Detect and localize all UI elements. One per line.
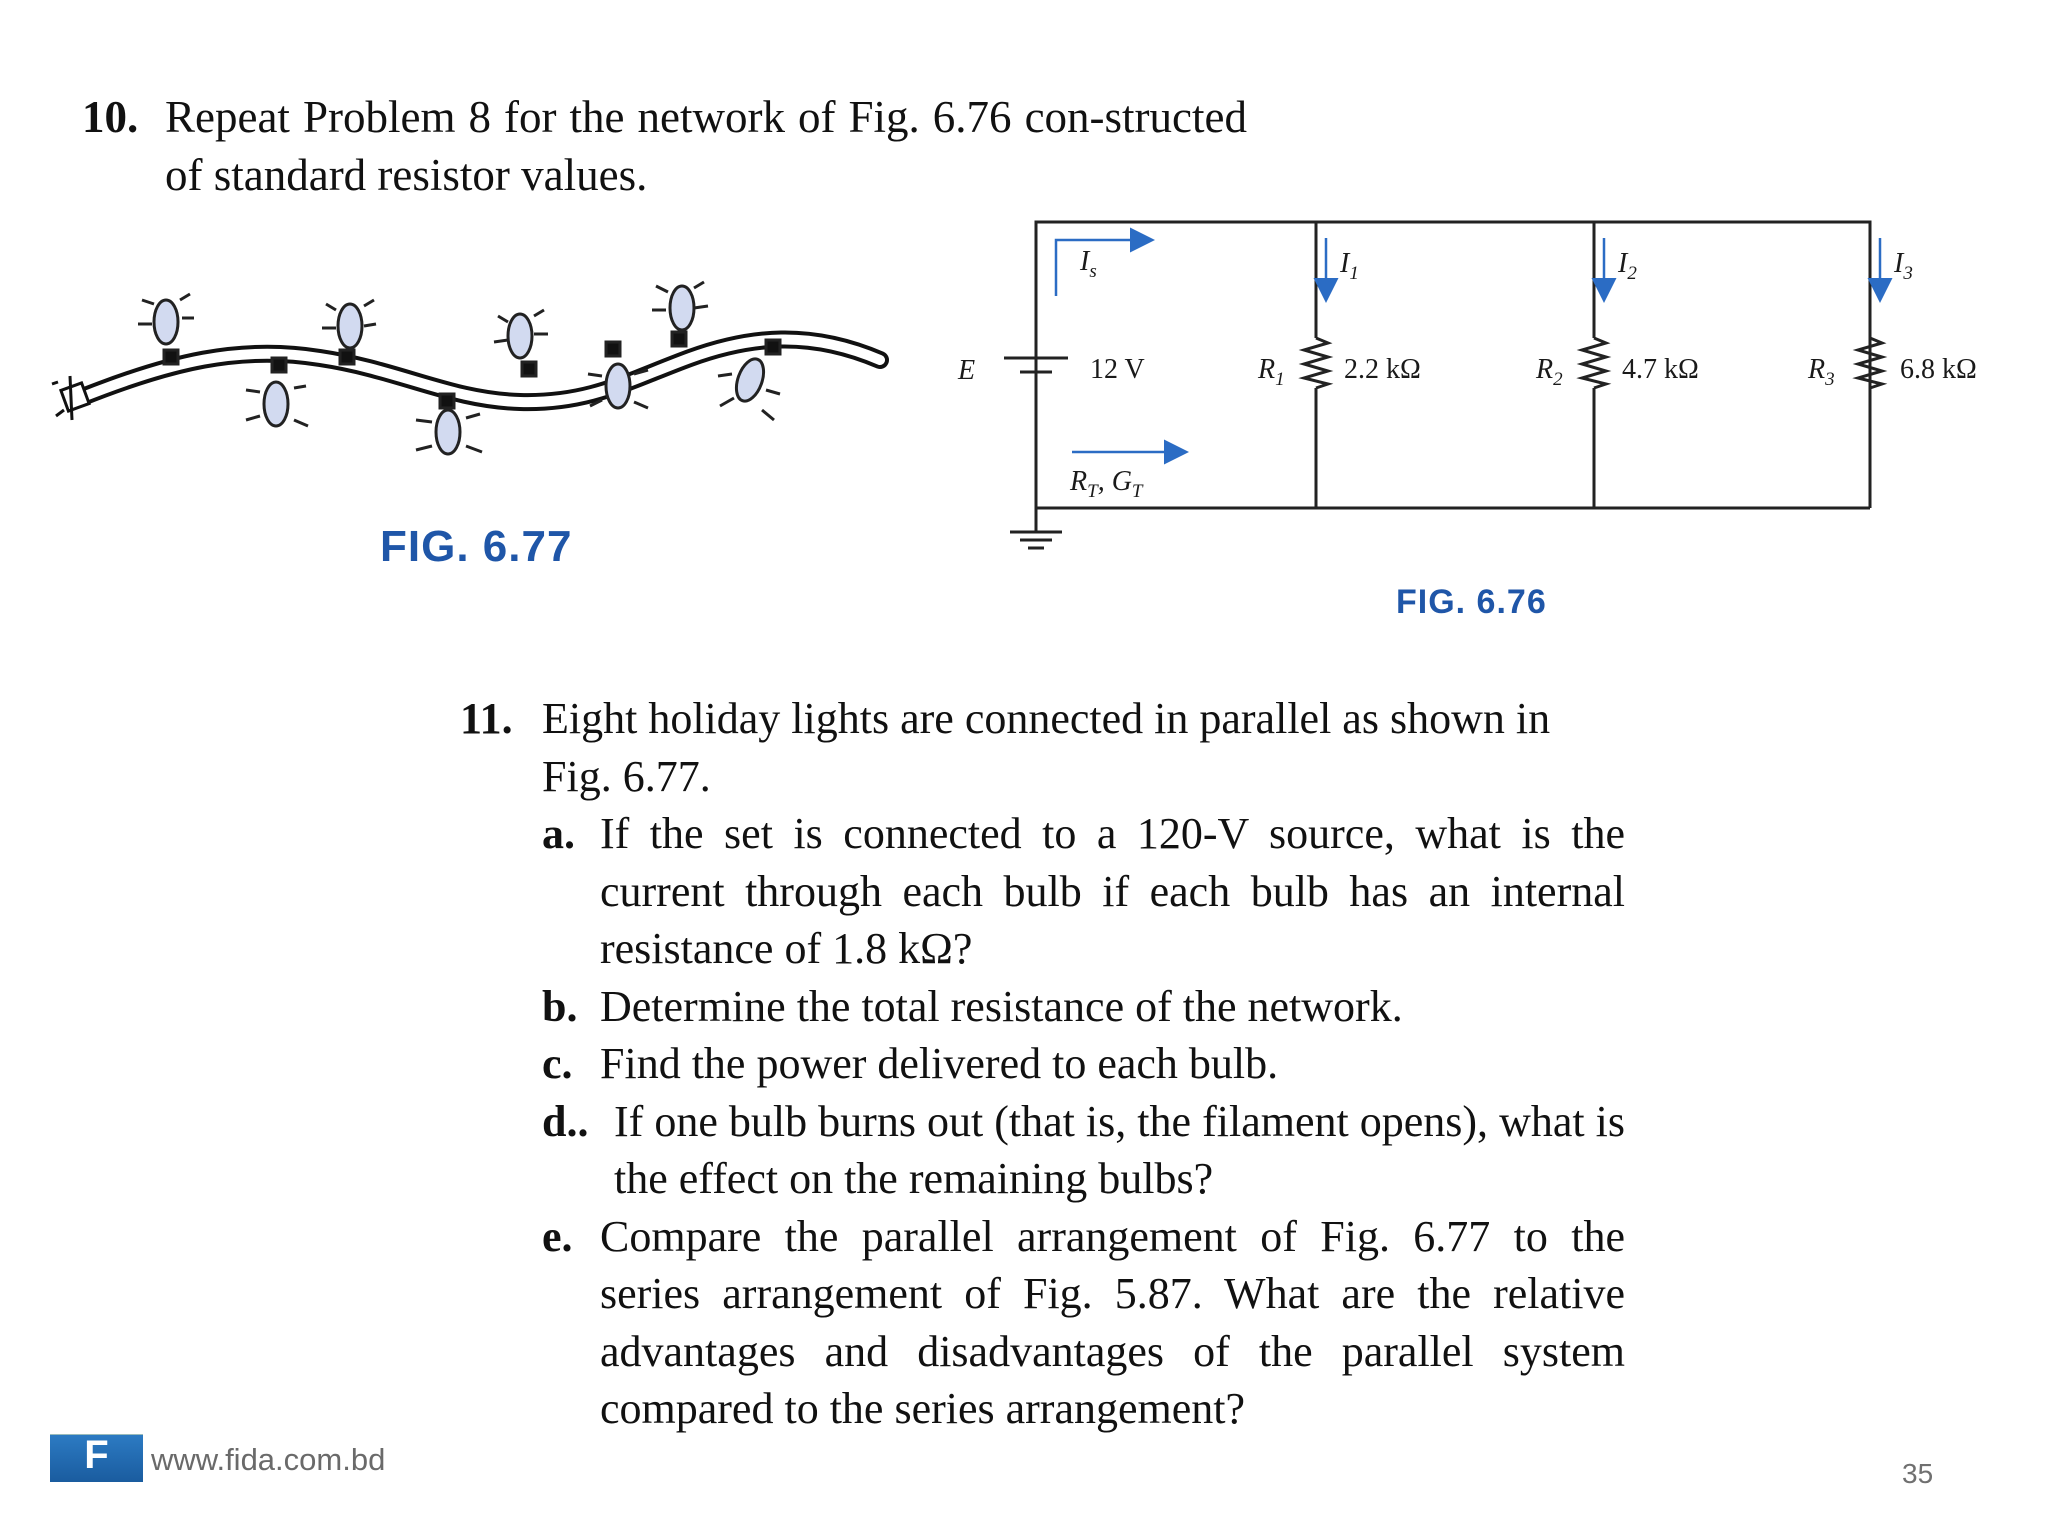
circuit-wires bbox=[1036, 222, 1870, 518]
current-2-label: $I_2$ bbox=[1618, 248, 1637, 284]
resistor-3-label: $R_3$ bbox=[1808, 354, 1835, 390]
part-label: d.. bbox=[542, 1096, 589, 1146]
part-label: c. bbox=[542, 1039, 573, 1088]
current-1-label: $I_1$ bbox=[1340, 248, 1359, 284]
is-label: $I_s$ bbox=[1080, 246, 1097, 282]
part-text: Compare the parallel arrangement of Fig. 6.77 to the series arrangement of Fig. 5.87. What are the relative advantages and disadvantages of the parallel system compared to the series arrangement? bbox=[600, 1211, 1625, 1433]
footer-url: www.fida.com.bd bbox=[151, 1442, 386, 1477]
fig-6-77-caption: FIG. 6.77 bbox=[380, 522, 573, 571]
rt-gt-label: $R_T$, $G_T$ bbox=[1070, 466, 1143, 502]
plug-icon bbox=[52, 376, 89, 420]
part-label: a. bbox=[542, 809, 575, 858]
problem-11-part-b bbox=[542, 978, 1625, 1036]
part-label: b. bbox=[542, 981, 578, 1031]
fig-6-76-caption: FIG. 6.76 bbox=[1396, 583, 1547, 621]
branch-2 bbox=[1535, 238, 1699, 390]
resistor-3-value: 6.8 kΩ bbox=[1900, 354, 1977, 385]
bulb-icon bbox=[246, 358, 308, 426]
part-text: Find the power delivered to each bulb. bbox=[600, 1039, 1279, 1088]
branch-1 bbox=[1257, 238, 1421, 390]
bulb-icon bbox=[652, 282, 708, 346]
logo-letter: F bbox=[84, 1433, 109, 1477]
problem-11-part-c bbox=[542, 1035, 1625, 1093]
problem-11-part-a bbox=[542, 805, 1625, 978]
current-3-label: $I_3$ bbox=[1894, 248, 1913, 284]
bulb-icon bbox=[138, 294, 194, 364]
problem-11-part-d bbox=[542, 1093, 1625, 1208]
part-label: e. bbox=[542, 1211, 573, 1261]
holiday-lights-figure bbox=[50, 270, 930, 490]
resistor-2-value: 4.7 kΩ bbox=[1622, 354, 1699, 385]
part-text: Determine the total resistance of the network. bbox=[600, 981, 1403, 1031]
problem-11-stem: Eight holiday lights are connected in parallel as shown in Fig. 6.77. bbox=[542, 694, 1551, 801]
resistor-1-label: $R_1$ bbox=[1258, 354, 1285, 390]
is-arrow bbox=[1056, 240, 1150, 296]
parallel-circuit-diagram bbox=[940, 210, 2020, 570]
bulb-icon bbox=[494, 310, 548, 376]
resistor-2-icon bbox=[1582, 338, 1606, 388]
part-text: If one bulb burns out (that is, the filament opens), what is the effect on the remaining bulbs? bbox=[614, 1096, 1625, 1203]
problem-10-text: Repeat Problem 8 for the network of Fig. 6.76 con-structed of standard resistor values. bbox=[165, 92, 1247, 200]
resistor-1-icon bbox=[1304, 338, 1328, 388]
problem-11 bbox=[460, 690, 1625, 1438]
page-number: 35 bbox=[1902, 1458, 1934, 1489]
branch-3 bbox=[1807, 238, 1977, 390]
part-text: If the set is connected to a 120-V source, what is the current through each bulb if each bulb has an internal resistance of 1.8 kΩ? bbox=[600, 809, 1625, 973]
source-label: E bbox=[958, 355, 976, 386]
problem-11-part-e bbox=[542, 1208, 1625, 1438]
problem-10 bbox=[82, 88, 1247, 204]
ground-icon bbox=[1010, 510, 1062, 548]
resistor-1-value: 2.2 kΩ bbox=[1344, 354, 1421, 385]
source-value: 12 V bbox=[1090, 354, 1145, 385]
resistor-2-label: $R_2$ bbox=[1536, 354, 1563, 390]
problem-10-number: 10. bbox=[82, 92, 139, 142]
problem-11-number: 11. bbox=[460, 694, 513, 743]
fida-logo bbox=[50, 1428, 143, 1482]
